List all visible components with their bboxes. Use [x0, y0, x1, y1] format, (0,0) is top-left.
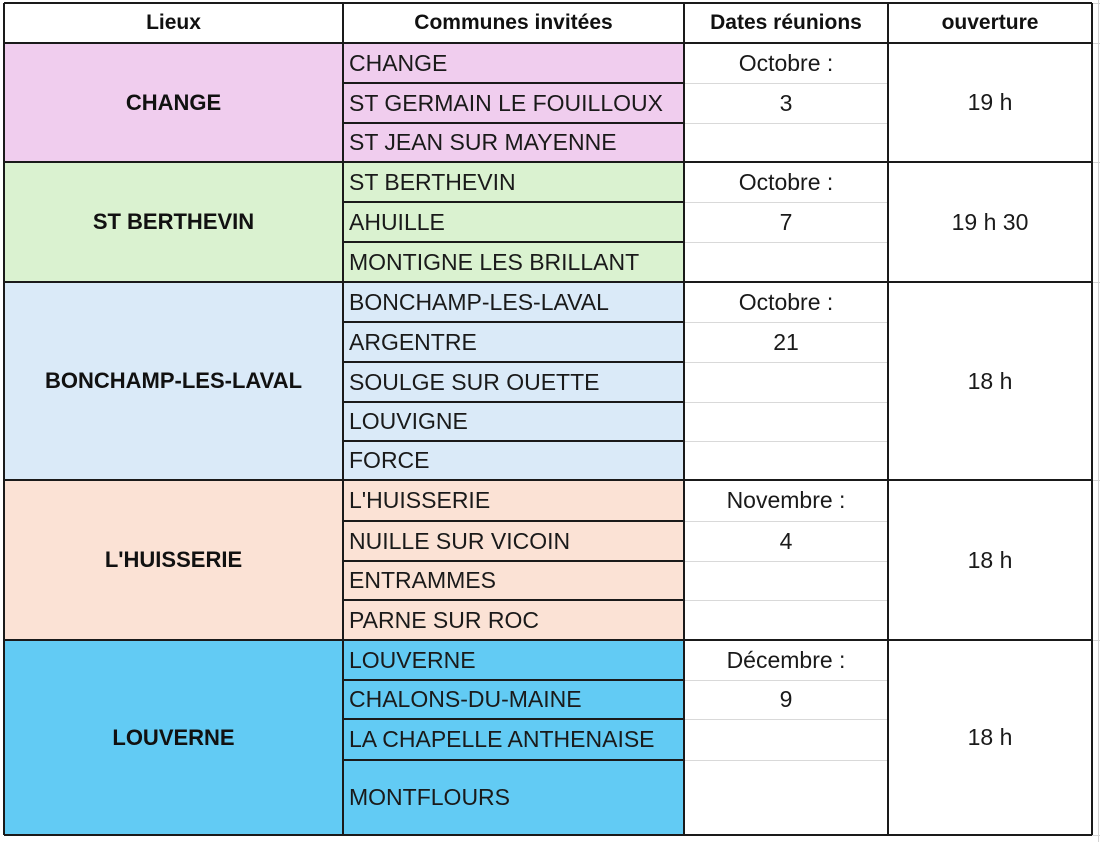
- commune-cell: CHANGE: [343, 43, 684, 83]
- date-gridline: [684, 600, 888, 601]
- date-month: Décembre :: [684, 640, 888, 680]
- header-lieux: Lieux: [146, 11, 201, 34]
- group-border: [4, 281, 1092, 283]
- commune-border: [343, 759, 684, 761]
- commune-border: [343, 82, 684, 84]
- date-gridline: [684, 760, 888, 761]
- commune-border: [343, 201, 684, 203]
- lieu-cell: CHANGE: [4, 43, 343, 162]
- date-gridline: [684, 441, 888, 442]
- group-border: [4, 161, 1092, 163]
- date-gridline: [684, 402, 888, 403]
- header-border: [4, 2, 1092, 4]
- group-border: [4, 639, 1092, 641]
- lieu-cell: LOUVERNE: [4, 640, 343, 835]
- commune-border: [343, 520, 684, 522]
- date-gridline: [684, 561, 888, 562]
- date-month: Octobre :: [684, 282, 888, 322]
- commune-border: [343, 361, 684, 363]
- date-gridline: [684, 242, 888, 243]
- date-gridline: [684, 83, 888, 84]
- commune-border: [343, 440, 684, 442]
- commune-cell: LOUVIGNE: [343, 402, 684, 441]
- ouverture-cell: 19 h 30: [888, 162, 1092, 282]
- date-day: 3: [684, 83, 888, 123]
- column-border: [683, 3, 685, 835]
- commune-border: [343, 122, 684, 124]
- commune-cell: ST GERMAIN LE FOUILLOUX: [343, 83, 684, 123]
- commune-cell: FORCE: [343, 441, 684, 480]
- commune-cell: LOUVERNE: [343, 640, 684, 680]
- column-border: [3, 3, 5, 835]
- commune-cell: PARNE SUR ROC: [343, 600, 684, 640]
- date-day: 7: [684, 202, 888, 242]
- date-month: Octobre :: [684, 162, 888, 202]
- commune-cell: ENTRAMMES: [343, 561, 684, 600]
- header-dates: Dates réunions: [710, 11, 862, 34]
- header-ouverture: ouverture: [941, 11, 1039, 34]
- group-border: [4, 479, 1092, 481]
- date-day: 4: [684, 521, 888, 561]
- commune-cell: MONTIGNE LES BRILLANT: [343, 242, 684, 282]
- date-gridline: [684, 521, 888, 522]
- commune-cell: CHALONS-DU-MAINE: [343, 680, 684, 719]
- group-border: [4, 834, 1092, 836]
- commune-cell: BONCHAMP-LES-LAVAL: [343, 282, 684, 322]
- commune-border: [343, 321, 684, 323]
- commune-border: [343, 560, 684, 562]
- commune-border: [343, 679, 684, 681]
- date-gridline: [684, 202, 888, 203]
- commune-cell: MONTFLOURS: [343, 760, 684, 835]
- lieu-cell: L'HUISSERIE: [4, 480, 343, 640]
- date-day: 21: [684, 322, 888, 362]
- commune-cell: ST JEAN SUR MAYENNE: [343, 123, 684, 162]
- column-border: [887, 3, 889, 835]
- ouverture-cell: 18 h: [888, 640, 1092, 835]
- column-border: [342, 3, 344, 835]
- date-gridline: [684, 322, 888, 323]
- commune-border: [343, 599, 684, 601]
- date-gridline: [684, 362, 888, 363]
- lieu-cell: BONCHAMP-LES-LAVAL: [4, 282, 343, 480]
- date-gridline: [684, 123, 888, 124]
- column-border: [1091, 3, 1093, 835]
- commune-cell: ARGENTRE: [343, 322, 684, 362]
- commune-cell: ST BERTHEVIN: [343, 162, 684, 202]
- date-month: Octobre :: [684, 43, 888, 83]
- ouverture-cell: 18 h: [888, 480, 1092, 640]
- date-month: Novembre :: [684, 480, 888, 521]
- date-day: 9: [684, 680, 888, 719]
- commune-cell: LA CHAPELLE ANTHENAISE: [343, 719, 684, 760]
- sheet-gridline: [1098, 0, 1099, 842]
- commune-cell: NUILLE SUR VICOIN: [343, 521, 684, 561]
- lieu-cell: ST BERTHEVIN: [4, 162, 343, 282]
- date-gridline: [684, 680, 888, 681]
- commune-border: [343, 401, 684, 403]
- header-communes: Communes invitées: [414, 11, 613, 34]
- date-gridline: [684, 719, 888, 720]
- commune-cell: L'HUISSERIE: [343, 480, 684, 521]
- commune-border: [343, 241, 684, 243]
- commune-border: [343, 718, 684, 720]
- commune-cell: AHUILLE: [343, 202, 684, 242]
- ouverture-cell: 18 h: [888, 282, 1092, 480]
- ouverture-cell: 19 h: [888, 43, 1092, 162]
- commune-cell: SOULGE SUR OUETTE: [343, 362, 684, 402]
- header-border: [4, 42, 1092, 44]
